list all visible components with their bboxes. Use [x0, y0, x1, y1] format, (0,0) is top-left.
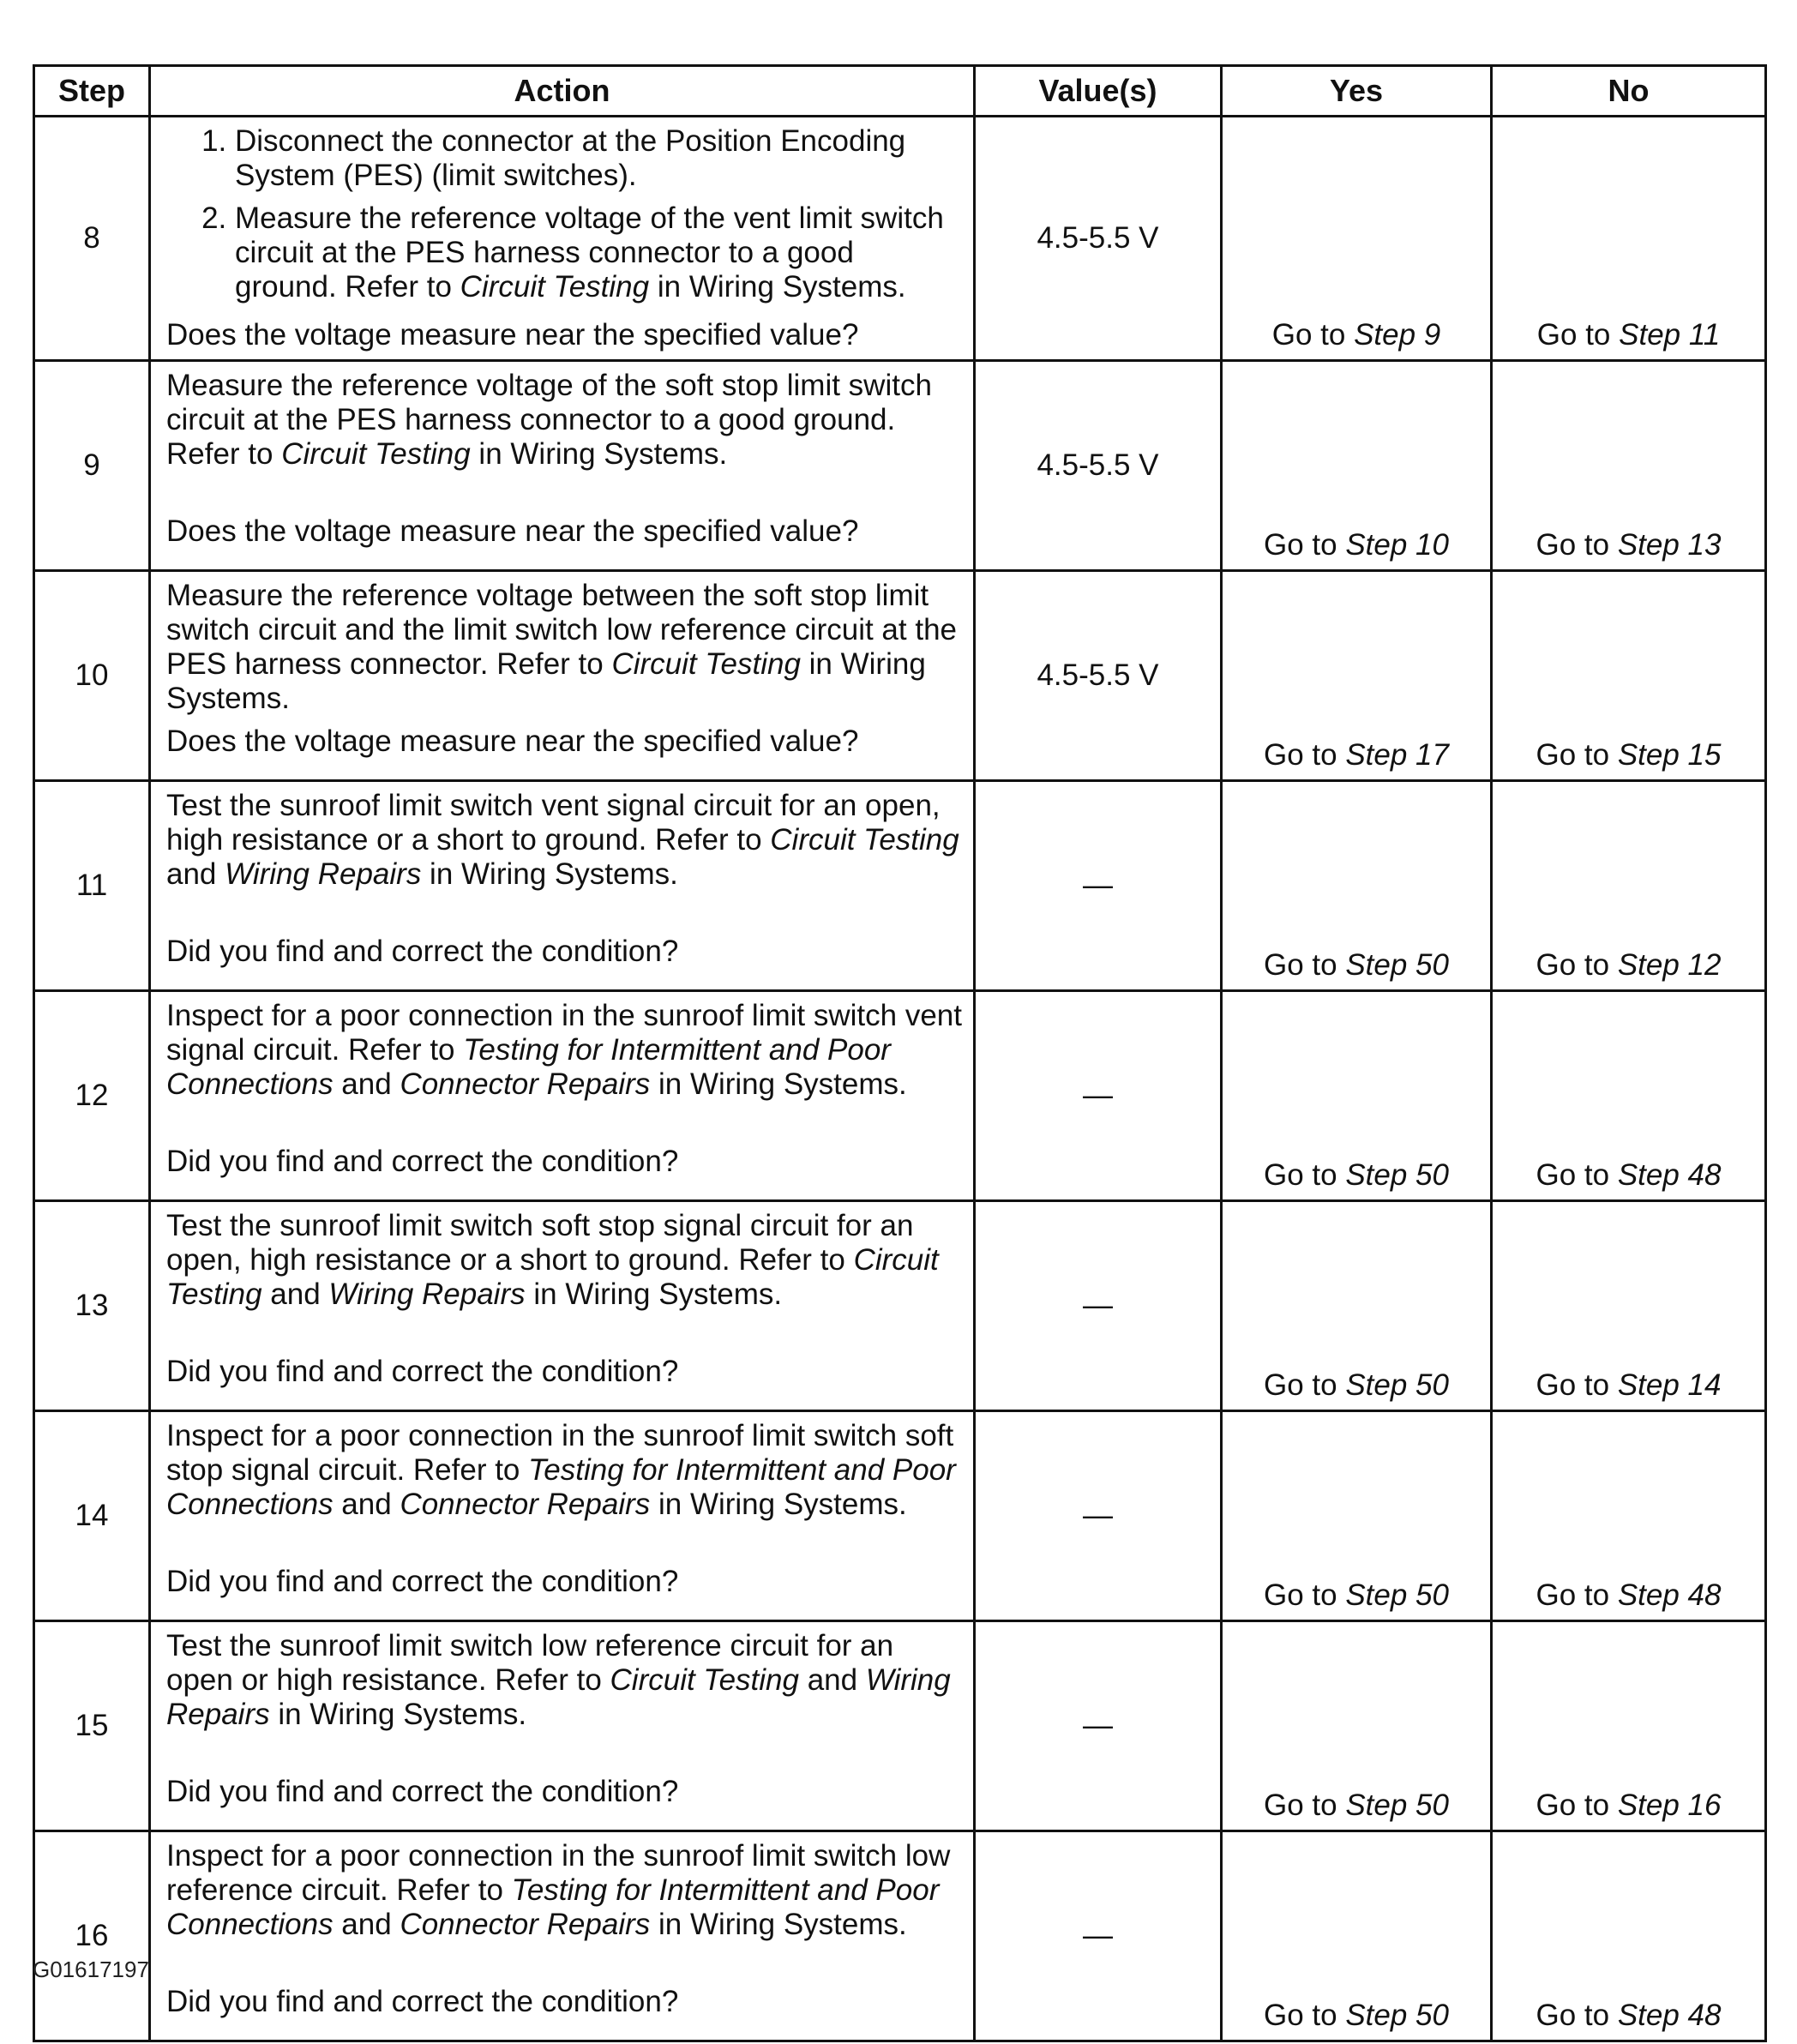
action-question: Did you find and correct the condition? [166, 1145, 679, 1178]
action-reference: Wiring Repairs [166, 1663, 951, 1731]
table-row [34, 1831, 1766, 2041]
value-cell: 4.5-5.5 V [975, 117, 1222, 361]
table-row [34, 571, 1766, 781]
action-instructions [166, 124, 963, 313]
yes-reference: Step 50 [1345, 1788, 1449, 1822]
value-cell: — [975, 1411, 1222, 1621]
no-reference: Step 14 [1617, 1368, 1722, 1402]
action-reference: Connector Repairs [400, 1908, 651, 1941]
yes-reference: Step 50 [1345, 1368, 1449, 1402]
action-question: Did you find and correct the condition? [166, 935, 679, 968]
yes-reference: Step 17 [1345, 738, 1449, 772]
action-text: Test the sunroof limit switch vent signal circuit for an open, high resistance or a short to ground. Refer to Circuit Testing and Wiring Repairs in Wiring Systems. [166, 789, 959, 891]
table-row [34, 1411, 1766, 1621]
no-cell: Go to Step 16 [1492, 1621, 1766, 1831]
yes-reference: Step 50 [1345, 948, 1449, 982]
action-cell [150, 571, 975, 781]
header-row [34, 66, 1766, 117]
value-cell: — [975, 1831, 1222, 2041]
yes-cell: Go to Step 50 [1222, 1411, 1492, 1621]
yes-reference: Step 50 [1345, 1158, 1449, 1192]
value-cell: 4.5-5.5 V [975, 361, 1222, 571]
action-question: Did you find and correct the condition? [166, 1775, 679, 1808]
action-question: Did you find and correct the condition? [166, 1565, 679, 1598]
header-action: Action [150, 66, 975, 117]
action-instructions [166, 1839, 963, 1942]
no-cell: Go to Step 12 [1492, 781, 1766, 991]
no-reference: Step 16 [1617, 1788, 1722, 1822]
figure-id: G01617197 [33, 1957, 149, 1982]
yes-cell: Go to Step 50 [1222, 1621, 1492, 1831]
action-reference: Circuit Testing [166, 1243, 939, 1311]
yes-reference: Step 50 [1345, 1999, 1449, 2032]
value-cell: — [975, 991, 1222, 1201]
action-cell [150, 361, 975, 571]
value-cell: — [975, 781, 1222, 991]
action-instructions [166, 1419, 963, 1522]
step-number: 8 [34, 117, 150, 361]
action-reference: Circuit Testing [460, 270, 650, 304]
step-number: 11 [34, 781, 150, 991]
no-cell: Go to Step 11 [1492, 117, 1766, 361]
yes-cell: Go to Step 9 [1222, 117, 1492, 361]
action-reference: Connector Repairs [400, 1067, 651, 1101]
step-number: 16 [34, 1831, 150, 2041]
no-reference: Step 11 [1619, 318, 1721, 352]
action-text: Inspect for a poor connection in the sunroof limit switch vent signal circuit. Refer to Testing for Intermittent and Poor Connections and Connector Repairs in Wiring Systems. [166, 999, 962, 1101]
no-reference: Step 15 [1617, 738, 1722, 772]
action-instructions [166, 789, 963, 892]
yes-cell: Go to Step 50 [1222, 991, 1492, 1201]
action-cell [150, 1201, 975, 1411]
yes-reference: Step 9 [1354, 318, 1441, 352]
action-instructions [166, 369, 963, 472]
action-cell [150, 1621, 975, 1831]
no-cell: Go to Step 48 [1492, 1411, 1766, 1621]
action-reference: Testing for Intermittent and Poor Connections [166, 1453, 956, 1521]
action-question: Does the voltage measure near the specified value? [166, 724, 859, 758]
no-reference: Step 48 [1617, 1158, 1722, 1192]
no-cell: Go to Step 48 [1492, 991, 1766, 1201]
table-row [34, 991, 1766, 1201]
action-question: Did you find and correct the condition? [166, 1355, 679, 1388]
no-reference: Step 48 [1617, 1578, 1722, 1612]
action-reference: Wiring Repairs [225, 857, 422, 891]
no-reference: Step 12 [1617, 948, 1722, 982]
no-cell: Go to Step 14 [1492, 1201, 1766, 1411]
table-row [34, 361, 1766, 571]
action-reference: Connector Repairs [400, 1488, 651, 1521]
step-number: 15 [34, 1621, 150, 1831]
action-question: Does the voltage measure near the specified value? [166, 318, 859, 352]
yes-cell: Go to Step 50 [1222, 1201, 1492, 1411]
action-reference: Wiring Repairs [328, 1278, 526, 1311]
action-instructions [166, 999, 963, 1102]
action-reference: Circuit Testing [611, 647, 801, 681]
step-number: 13 [34, 1201, 150, 1411]
action-text: Measure the reference voltage of the soft stop limit switch circuit at the PES harness connector to a good ground. Refer to Circuit Testing in Wiring Systems. [166, 369, 932, 471]
no-reference: Step 48 [1617, 1999, 1722, 2032]
header-yes: Yes [1222, 66, 1492, 117]
table-row [34, 1201, 1766, 1411]
action-cell [150, 1411, 975, 1621]
header-step: Step [34, 66, 150, 117]
action-cell [150, 781, 975, 991]
yes-reference: Step 10 [1345, 528, 1449, 562]
action-list-item: 2. Measure the reference voltage of the vent limit switch circuit at the PES harness connector to a good ground. Refer to Circuit Testing in Wiring Systems. [235, 201, 963, 304]
action-reference: Circuit Testing [281, 437, 471, 471]
value-cell: — [975, 1201, 1222, 1411]
action-text: Test the sunroof limit switch low reference circuit for an open or high resistance. Refer to Circuit Testing and Wiring Repairs in Wiring Systems. [166, 1629, 951, 1731]
yes-cell: Go to Step 50 [1222, 781, 1492, 991]
no-cell: Go to Step 13 [1492, 361, 1766, 571]
action-instructions [166, 579, 963, 716]
yes-cell: Go to Step 50 [1222, 1831, 1492, 2041]
step-number: 14 [34, 1411, 150, 1621]
no-cell: Go to Step 48 [1492, 1831, 1766, 2041]
yes-cell: Go to Step 17 [1222, 571, 1492, 781]
action-instructions [166, 1209, 963, 1312]
table-row [34, 117, 1766, 361]
action-cell [150, 1831, 975, 2041]
header-values: Value(s) [975, 66, 1222, 117]
action-list-item: 1. Disconnect the connector at the Position Encoding System (PES) (limit switches). [235, 124, 963, 193]
table-body [34, 117, 1766, 2041]
diagnostic-table [33, 64, 1767, 2042]
table-row [34, 1621, 1766, 1831]
action-question: Does the voltage measure near the specified value? [166, 514, 859, 548]
value-cell: 4.5-5.5 V [975, 571, 1222, 781]
no-reference: Step 13 [1617, 528, 1722, 562]
step-number: 12 [34, 991, 150, 1201]
action-text: Inspect for a poor connection in the sunroof limit switch soft stop signal circuit. Refer to Testing for Intermittent and Poor Connections and Connector Repairs in Wiring Systems. [166, 1419, 956, 1521]
yes-reference: Step 50 [1345, 1578, 1449, 1612]
action-cell [150, 117, 975, 361]
action-question: Did you find and correct the condition? [166, 1985, 679, 2018]
action-reference: Circuit Testing [770, 823, 959, 857]
action-text: Measure the reference voltage between the soft stop limit switch circuit and the limit switch low reference circuit at the PES harness connector. Refer to Circuit Testing in Wiring Systems. [166, 579, 957, 715]
action-text: Test the sunroof limit switch soft stop signal circuit for an open, high resistance or a short to ground. Refer to Circuit Testing and Wiring Repairs in Wiring Systems. [166, 1209, 939, 1311]
action-text: Inspect for a poor connection in the sunroof limit switch low reference circuit. Refer to Testing for Intermittent and Poor Connections and Connector Repairs in Wiring Systems. [166, 1839, 951, 1941]
action-reference: Testing for Intermittent and Poor Connections [166, 1873, 940, 1941]
yes-cell: Go to Step 10 [1222, 361, 1492, 571]
header-no: No [1492, 66, 1766, 117]
step-number: 10 [34, 571, 150, 781]
action-cell [150, 991, 975, 1201]
table-row [34, 781, 1766, 991]
step-number: 9 [34, 361, 150, 571]
value-cell: — [975, 1621, 1222, 1831]
action-reference: Testing for Intermittent and Poor Connections [166, 1033, 891, 1101]
no-cell: Go to Step 15 [1492, 571, 1766, 781]
action-instructions [166, 1629, 963, 1732]
action-reference: Circuit Testing [610, 1663, 799, 1697]
